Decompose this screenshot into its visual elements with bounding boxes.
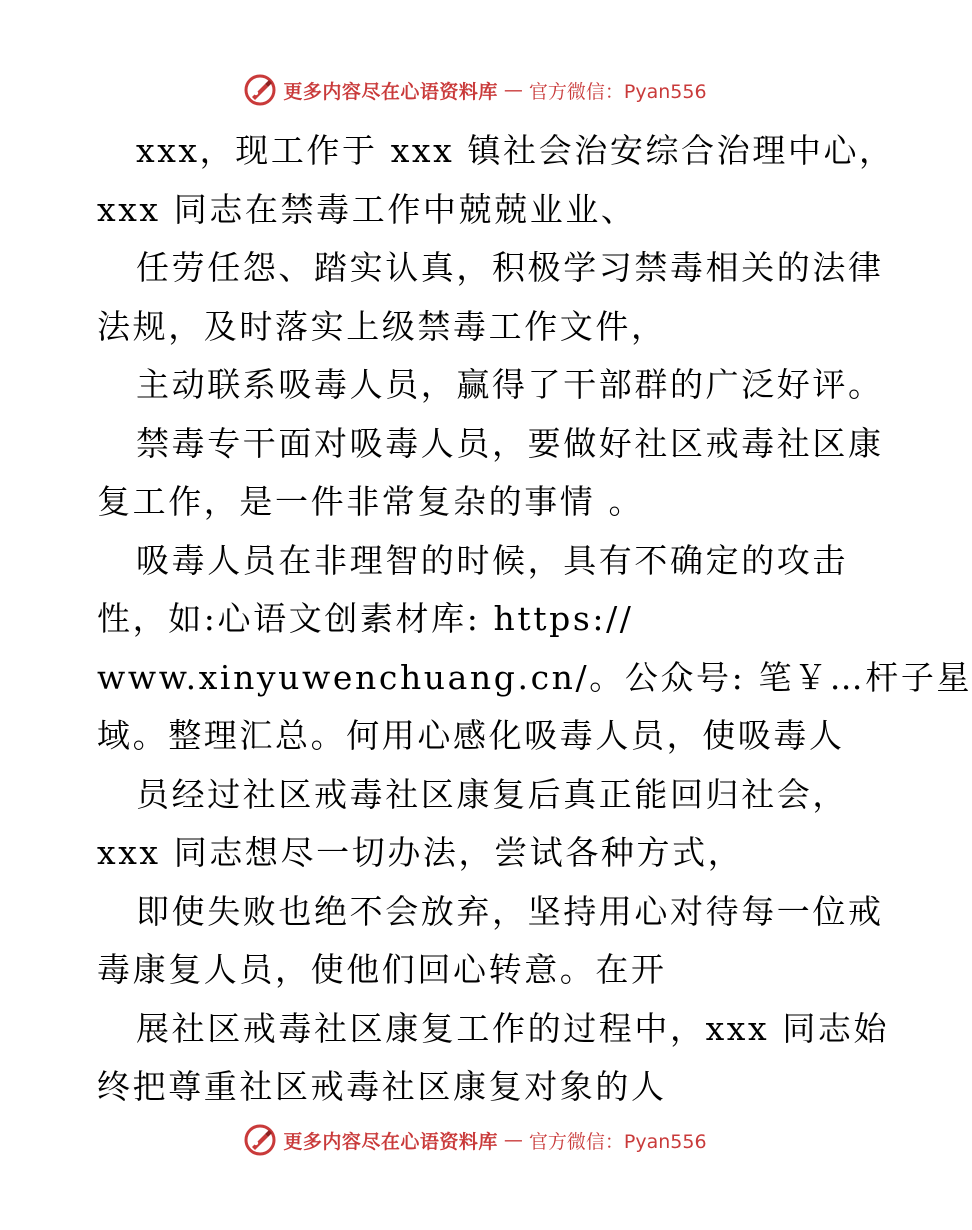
- header-banner: [0, 70, 950, 110]
- text-line: 展社区戒毒社区康复工作的过程中，xxx 同志始: [136, 1008, 890, 1048]
- pen-logo-icon: [243, 73, 277, 107]
- text-line: 吸毒人员在非理智的时候，具有不确定的攻击: [136, 540, 848, 580]
- text-line: 任劳任怨、踏实认真，积极学习禁毒相关的法律: [136, 248, 884, 287]
- footer-banner-text: 更多内容尽在心语资料库: [283, 1130, 498, 1153]
- text-line: xxx，现工作于 xxx 镇社会治安综合治理中心，: [136, 131, 895, 170]
- footer-banner-dash: —: [503, 1129, 523, 1151]
- pen-logo-icon: [243, 1123, 277, 1157]
- footer-banner: [0, 1120, 950, 1160]
- document-body: [97, 122, 972, 1117]
- footer-banner-wechat: 官方微信：Pyan556: [528, 1130, 707, 1153]
- text-line: 毒康复人员，使他们回心转意。在开: [97, 950, 667, 989]
- text-line: 法规，及时落实上级禁毒工作文件，: [97, 306, 667, 346]
- text-line: 员经过社区戒毒社区康复后真正能回归社会，: [136, 774, 848, 814]
- text-line: 禁毒专干面对吸毒人员，要做好社区戒毒社区康: [136, 423, 884, 463]
- text-line: 即使失败也绝不会放弃，坚持用心对待每一位戒: [136, 891, 884, 931]
- text-line: 性，如:心语文创素材库: https://: [97, 599, 634, 638]
- text-line: 域。整理汇总。何用心感化吸毒人员，使吸毒人: [97, 716, 845, 755]
- text-line: 终把尊重社区戒毒社区康复对象的人: [97, 1067, 667, 1106]
- text-line: 复工作，是一件非常复杂的事情 。: [97, 482, 645, 521]
- text-line: 主动联系吸毒人员，赢得了干部群的广泛好评。: [136, 365, 884, 404]
- text-line: www.xinyuwenchuang.cn/。公众号: 笔￥…杆子星: [97, 657, 972, 697]
- text-line: xxx 同志想尽一切办法，尝试各种方式，: [97, 833, 744, 872]
- text-line: xxx 同志在禁毒工作中兢兢业业、: [97, 189, 637, 229]
- header-banner-dash: —: [503, 79, 523, 101]
- header-banner-text: 更多内容尽在心语资料库: [283, 80, 498, 103]
- header-banner-wechat: 官方微信：Pyan556: [528, 80, 707, 103]
